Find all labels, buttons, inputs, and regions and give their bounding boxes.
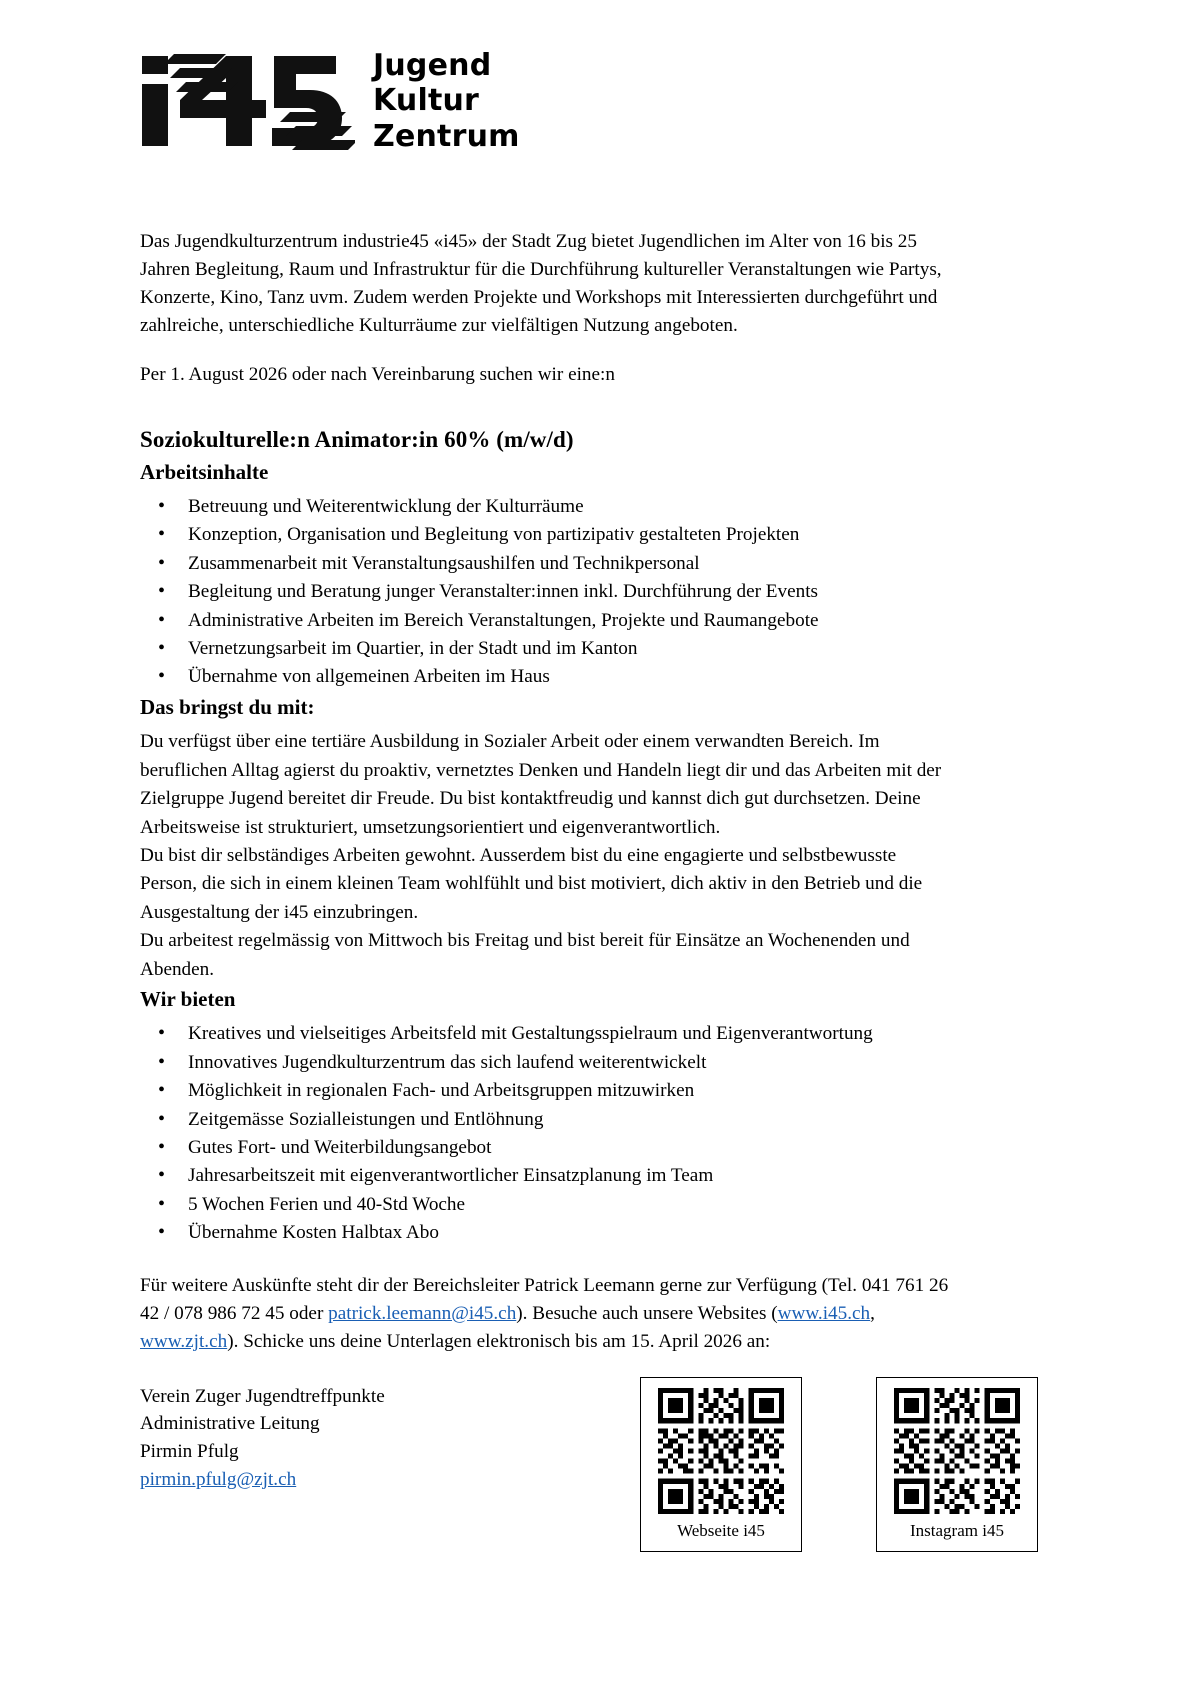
section-heading-tasks: Arbeitsinhalte: [140, 459, 269, 484]
contact-info-text-2: ). Besuche auch unsere Websites (: [516, 1303, 778, 1325]
qr-card-website[interactable]: [640, 1377, 802, 1552]
list-item: • Zeitgemässe Sozialleistungen und Entlöhnung: [140, 1106, 950, 1134]
intro-paragraph: Das Jugendkulturzentrum industrie45 «i45» der Stadt Zug bietet Jugendlichen im Alter von 16 bis 25 Jahren Begleitung, Raum und Infrastruktur für die Durchführung kultureller Veranstaltungen wie Partys, Konzerte, Kino, Tanz uvm. Zudem werden Projekte und Workshops mit Interessierten durchgeführt und zahlreiche, unterschiedliche Kulturräume zur vielfältigen Nutzung angeboten.: [140, 231, 942, 336]
page-title: Soziokulturelle:n Animator:in 60% (m/w/d): [140, 427, 574, 453]
website-link-i45[interactable]: www.i45.ch: [777, 1303, 871, 1325]
logo-wordmark: [373, 48, 520, 156]
contact-info-text-3: ). Schicke uns deine Unterlagen elektronisch bis am 15. April 2026 an:: [227, 1331, 771, 1353]
list-item: • Gutes Fort- und Weiterbildungsangebot: [140, 1134, 950, 1162]
list-item: • Vernetzungsarbeit im Quartier, in der Stadt und im Kanton: [140, 635, 950, 663]
list-item: • Möglichkeit in regionalen Fach- und Arbeitsgruppen mitzuwirken: [140, 1077, 950, 1105]
brand-logo: [140, 48, 520, 156]
logo-word-1: Jugend: [373, 48, 492, 83]
offer-list: [140, 1020, 950, 1247]
list-item: • Übernahme von allgemeinen Arbeiten im Haus: [140, 663, 950, 691]
profile-paragraph-2: Du bist dir selbständiges Arbeiten gewohnt. Ausserdem bist du eine engagierte und selbstbewusste Person, die sich in einem kleinen Team wohlfühlt und bist motiviert, dich aktiv in den Betrieb und die Ausgestaltung der i45 einzubringen.: [140, 844, 923, 923]
qr-card-instagram[interactable]: [876, 1377, 1038, 1552]
contact-person: Pirmin Pfulg: [140, 1441, 239, 1463]
list-item: • Betreuung und Weiterentwicklung der Kulturräume: [140, 493, 950, 521]
website-link-zjt[interactable]: www.zjt.ch: [140, 1331, 228, 1353]
list-item: • Kreatives und vielseitiges Arbeitsfeld mit Gestaltungsspielraum und Eigenverantwortung: [140, 1020, 950, 1048]
email-link-leemann[interactable]: patrick.leemann@i45.ch: [328, 1303, 517, 1325]
section-heading-offer: Wir bieten: [140, 986, 236, 1011]
email-link-pfulg[interactable]: pirmin.pfulg@zjt.ch: [140, 1468, 297, 1490]
logo-word-2: Kultur: [373, 83, 480, 119]
department-name: Administrative Leitung: [140, 1413, 320, 1435]
profile-paragraph-3: Du arbeitest regelmässig von Mittwoch bis Freitag und bist bereit für Einsätze an Wochenenden und Abenden.: [140, 930, 910, 980]
list-item: • Administrative Arbeiten im Bereich Veranstaltungen, Projekte und Raumangebote: [140, 607, 950, 635]
list-item: • Jahresarbeitszeit mit eigenverantwortlicher Einsatzplanung im Team: [140, 1162, 950, 1190]
logo-word-3: Zentrum: [373, 118, 520, 154]
document-body: [140, 228, 950, 1493]
organisation-name: Verein Zuger Jugendtreffpunkte: [140, 1385, 385, 1407]
tasks-list: [140, 493, 950, 692]
qr-caption-website: Webseite i45: [677, 1521, 765, 1540]
contact-info-paragraph: [140, 1272, 950, 1357]
profile-text: [140, 728, 950, 984]
list-item: • Begleitung und Beratung junger Veranstalter:innen inkl. Durchführung der Events: [140, 578, 950, 606]
i45-logo-icon: [140, 50, 355, 155]
contact-info-separator: ,: [870, 1303, 875, 1325]
availability-line: Per 1. August 2026 oder nach Vereinbarung suchen wir eine:n: [140, 364, 615, 386]
profile-paragraph-1: Du verfügst über eine tertiäre Ausbildung in Sozialer Arbeit oder einem verwandten Bereich. Im beruflichen Alltag agierst du proaktiv, vernetztes Denken und Handeln liegt dir und das Arbeiten mit der Zielgruppe Jugend bereitet dir Freude. Du bist kontaktfreudig und kannst dich gut durchsetzen. Deine Arbeitsweise ist strukturiert, umsetzungsorientiert und eigenverantwortlich.: [140, 731, 942, 838]
list-item: • Konzeption, Organisation und Begleitung von partizipativ gestalteten Projekten: [140, 521, 950, 549]
qr-code-instagram[interactable]: [894, 1388, 1020, 1514]
qr-code-website[interactable]: [658, 1388, 784, 1514]
list-item: • Innovatives Jugendkulturzentrum das sich laufend weiterentwickelt: [140, 1049, 950, 1077]
qr-code-row: [640, 1377, 1038, 1552]
section-heading-profile: Das bringst du mit:: [140, 694, 315, 719]
list-item: • 5 Wochen Ferien und 40-Std Woche: [140, 1191, 950, 1219]
list-item: • Zusammenarbeit mit Veranstaltungsaushilfen und Technikpersonal: [140, 550, 950, 578]
qr-caption-instagram: Instagram i45: [910, 1521, 1004, 1540]
contact-info-text-1: Für weitere Auskünfte steht dir der Bereichsleiter Patrick Leemann gerne zur Verfügung (Tel. 041 761 26 42 / 078 986 72 45 oder: [140, 1274, 949, 1325]
list-item: • Übernahme Kosten Halbtax Abo: [140, 1219, 950, 1247]
